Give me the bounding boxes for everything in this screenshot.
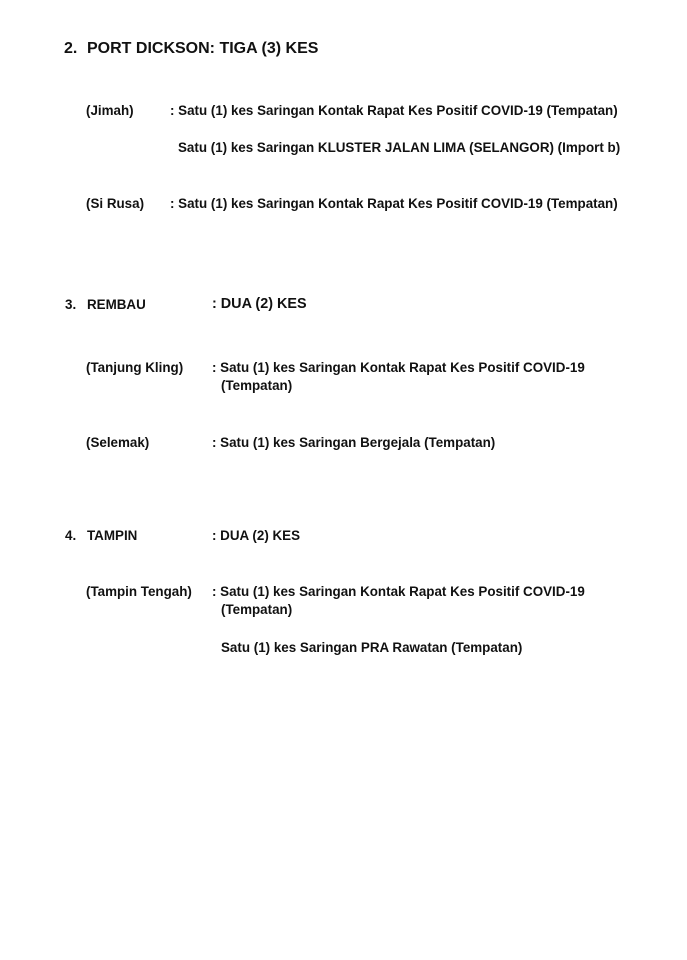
area-selemak-label: (Selemak)	[86, 435, 150, 450]
area-selemak-line-1: : Satu (1) kes Saringan Bergejala (Tempatan)	[212, 435, 496, 450]
section-2-title: PORT DICKSON: TIGA (3) KES	[87, 40, 319, 57]
area-tampin-tengah-line-2: (Tempatan)	[221, 602, 293, 617]
area-tanjung-kling-line-2: (Tempatan)	[221, 378, 293, 393]
area-tampin-tengah-line-1: : Satu (1) kes Saringan Kontak Rapat Kes Positif COVID-19	[212, 584, 585, 599]
section-4-number: 4.	[65, 528, 77, 543]
area-tampin-tengah-line-3: Satu (1) kes Saringan PRA Rawatan (Tempatan)	[221, 640, 523, 655]
section-3-number: 3.	[65, 297, 77, 312]
section-3-title: REMBAU	[87, 297, 146, 312]
section-4-count: : DUA (2) KES	[212, 528, 301, 543]
section-3-count: : DUA (2) KES	[212, 296, 307, 312]
area-tanjung-kling-line-1: : Satu (1) kes Saringan Kontak Rapat Kes Positif COVID-19	[212, 360, 585, 375]
area-tampin-tengah-label: (Tampin Tengah)	[86, 584, 192, 599]
area-si-rusa-line-1: : Satu (1) kes Saringan Kontak Rapat Kes Positif COVID-19 (Tempatan)	[170, 196, 618, 211]
section-2-number: 2.	[64, 40, 78, 57]
area-jimah-line-2: Satu (1) kes Saringan KLUSTER JALAN LIMA (SELANGOR) (Import b)	[178, 140, 621, 155]
section-4-title: TAMPIN	[87, 528, 138, 543]
area-si-rusa-label: (Si Rusa)	[86, 196, 145, 211]
area-jimah-label: (Jimah)	[86, 103, 134, 118]
area-tanjung-kling-label: (Tanjung Kling)	[86, 360, 184, 375]
area-jimah-line-1: : Satu (1) kes Saringan Kontak Rapat Kes Positif COVID-19 (Tempatan)	[170, 103, 618, 118]
